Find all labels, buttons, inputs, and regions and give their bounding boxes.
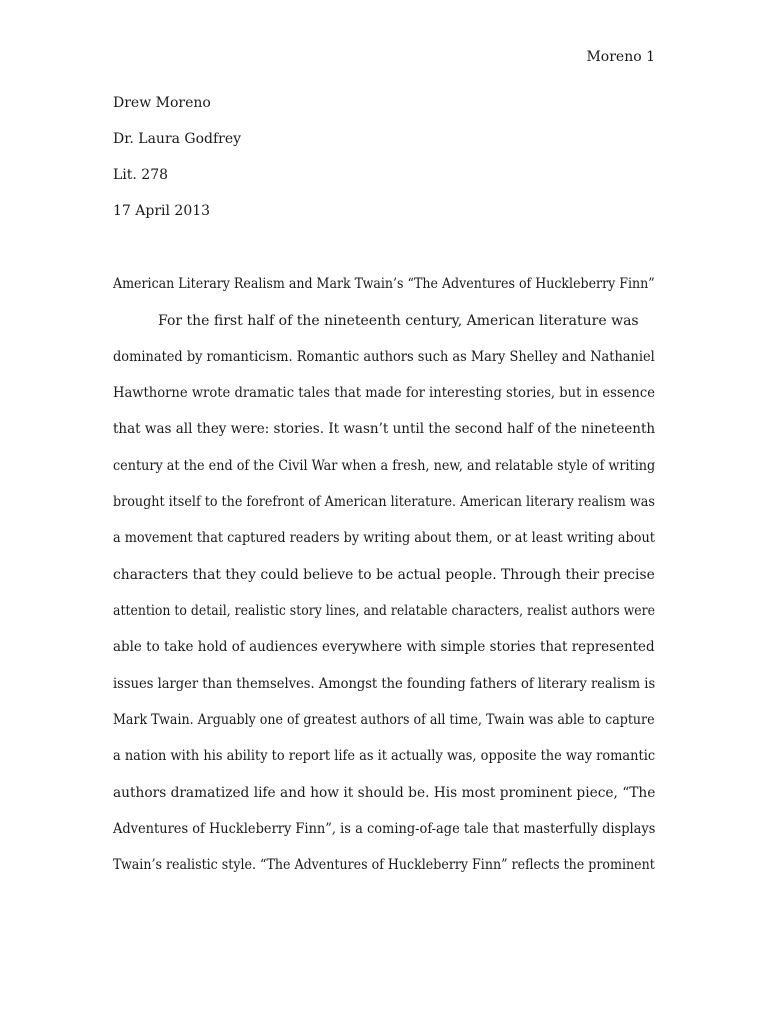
body-line: attention to detail, realistic story lines, and relatable characters, realist authors were bbox=[113, 603, 655, 619]
body-line: a nation with his ability to report life as it actually was, opposite the way romantic bbox=[113, 748, 656, 764]
body-line: Adventures of Huckleberry Finn”, is a coming-of-age tale that masterfully displays bbox=[113, 821, 656, 837]
body-line: issues larger than themselves. Amongst the founding fathers of literary realism is bbox=[113, 676, 656, 692]
body-line: century at the end of the Civil War when a fresh, new, and relatable style of writing bbox=[113, 458, 656, 474]
body-line: brought itself to the forefront of American literature. American literary realism was bbox=[113, 494, 655, 510]
running-head: Moreno 1 bbox=[586, 49, 655, 65]
body-line: dominated by romanticism. Romantic authors such as Mary Shelley and Nathaniel bbox=[113, 349, 655, 365]
body-line: characters that they could believe to be actual people. Through their precise bbox=[113, 567, 655, 583]
body-line: Mark Twain. Arguably one of greatest authors of all time, Twain was able to capture bbox=[113, 712, 655, 728]
course-name: Lit. 278 bbox=[113, 167, 169, 183]
body-line: Hawthorne wrote dramatic tales that made for interesting stories, but in essence bbox=[113, 385, 656, 401]
body-line: authors dramatized life and how it should be. His most prominent piece, “The bbox=[113, 785, 656, 801]
essay-date: 17 April 2013 bbox=[113, 203, 211, 219]
body-line: For the first half of the nineteenth century, American literature was bbox=[158, 313, 639, 329]
body-line: Twain’s realistic style. “The Adventures of Huckleberry Finn” reflects the prominent bbox=[113, 857, 655, 873]
body-line: a movement that captured readers by writing about them, or at least writing about bbox=[113, 530, 655, 546]
author-name: Drew Moreno bbox=[113, 95, 211, 111]
instructor-name: Dr. Laura Godfrey bbox=[113, 131, 242, 147]
body-line: that was all they were: stories. It wasn’t until the second half of the nineteenth bbox=[113, 421, 656, 437]
essay-title: American Literary Realism and Mark Twain’s “The Adventures of Huckleberry Finn” bbox=[113, 276, 655, 292]
body-line: able to take hold of audiences everywhere with simple stories that represented bbox=[113, 639, 655, 655]
